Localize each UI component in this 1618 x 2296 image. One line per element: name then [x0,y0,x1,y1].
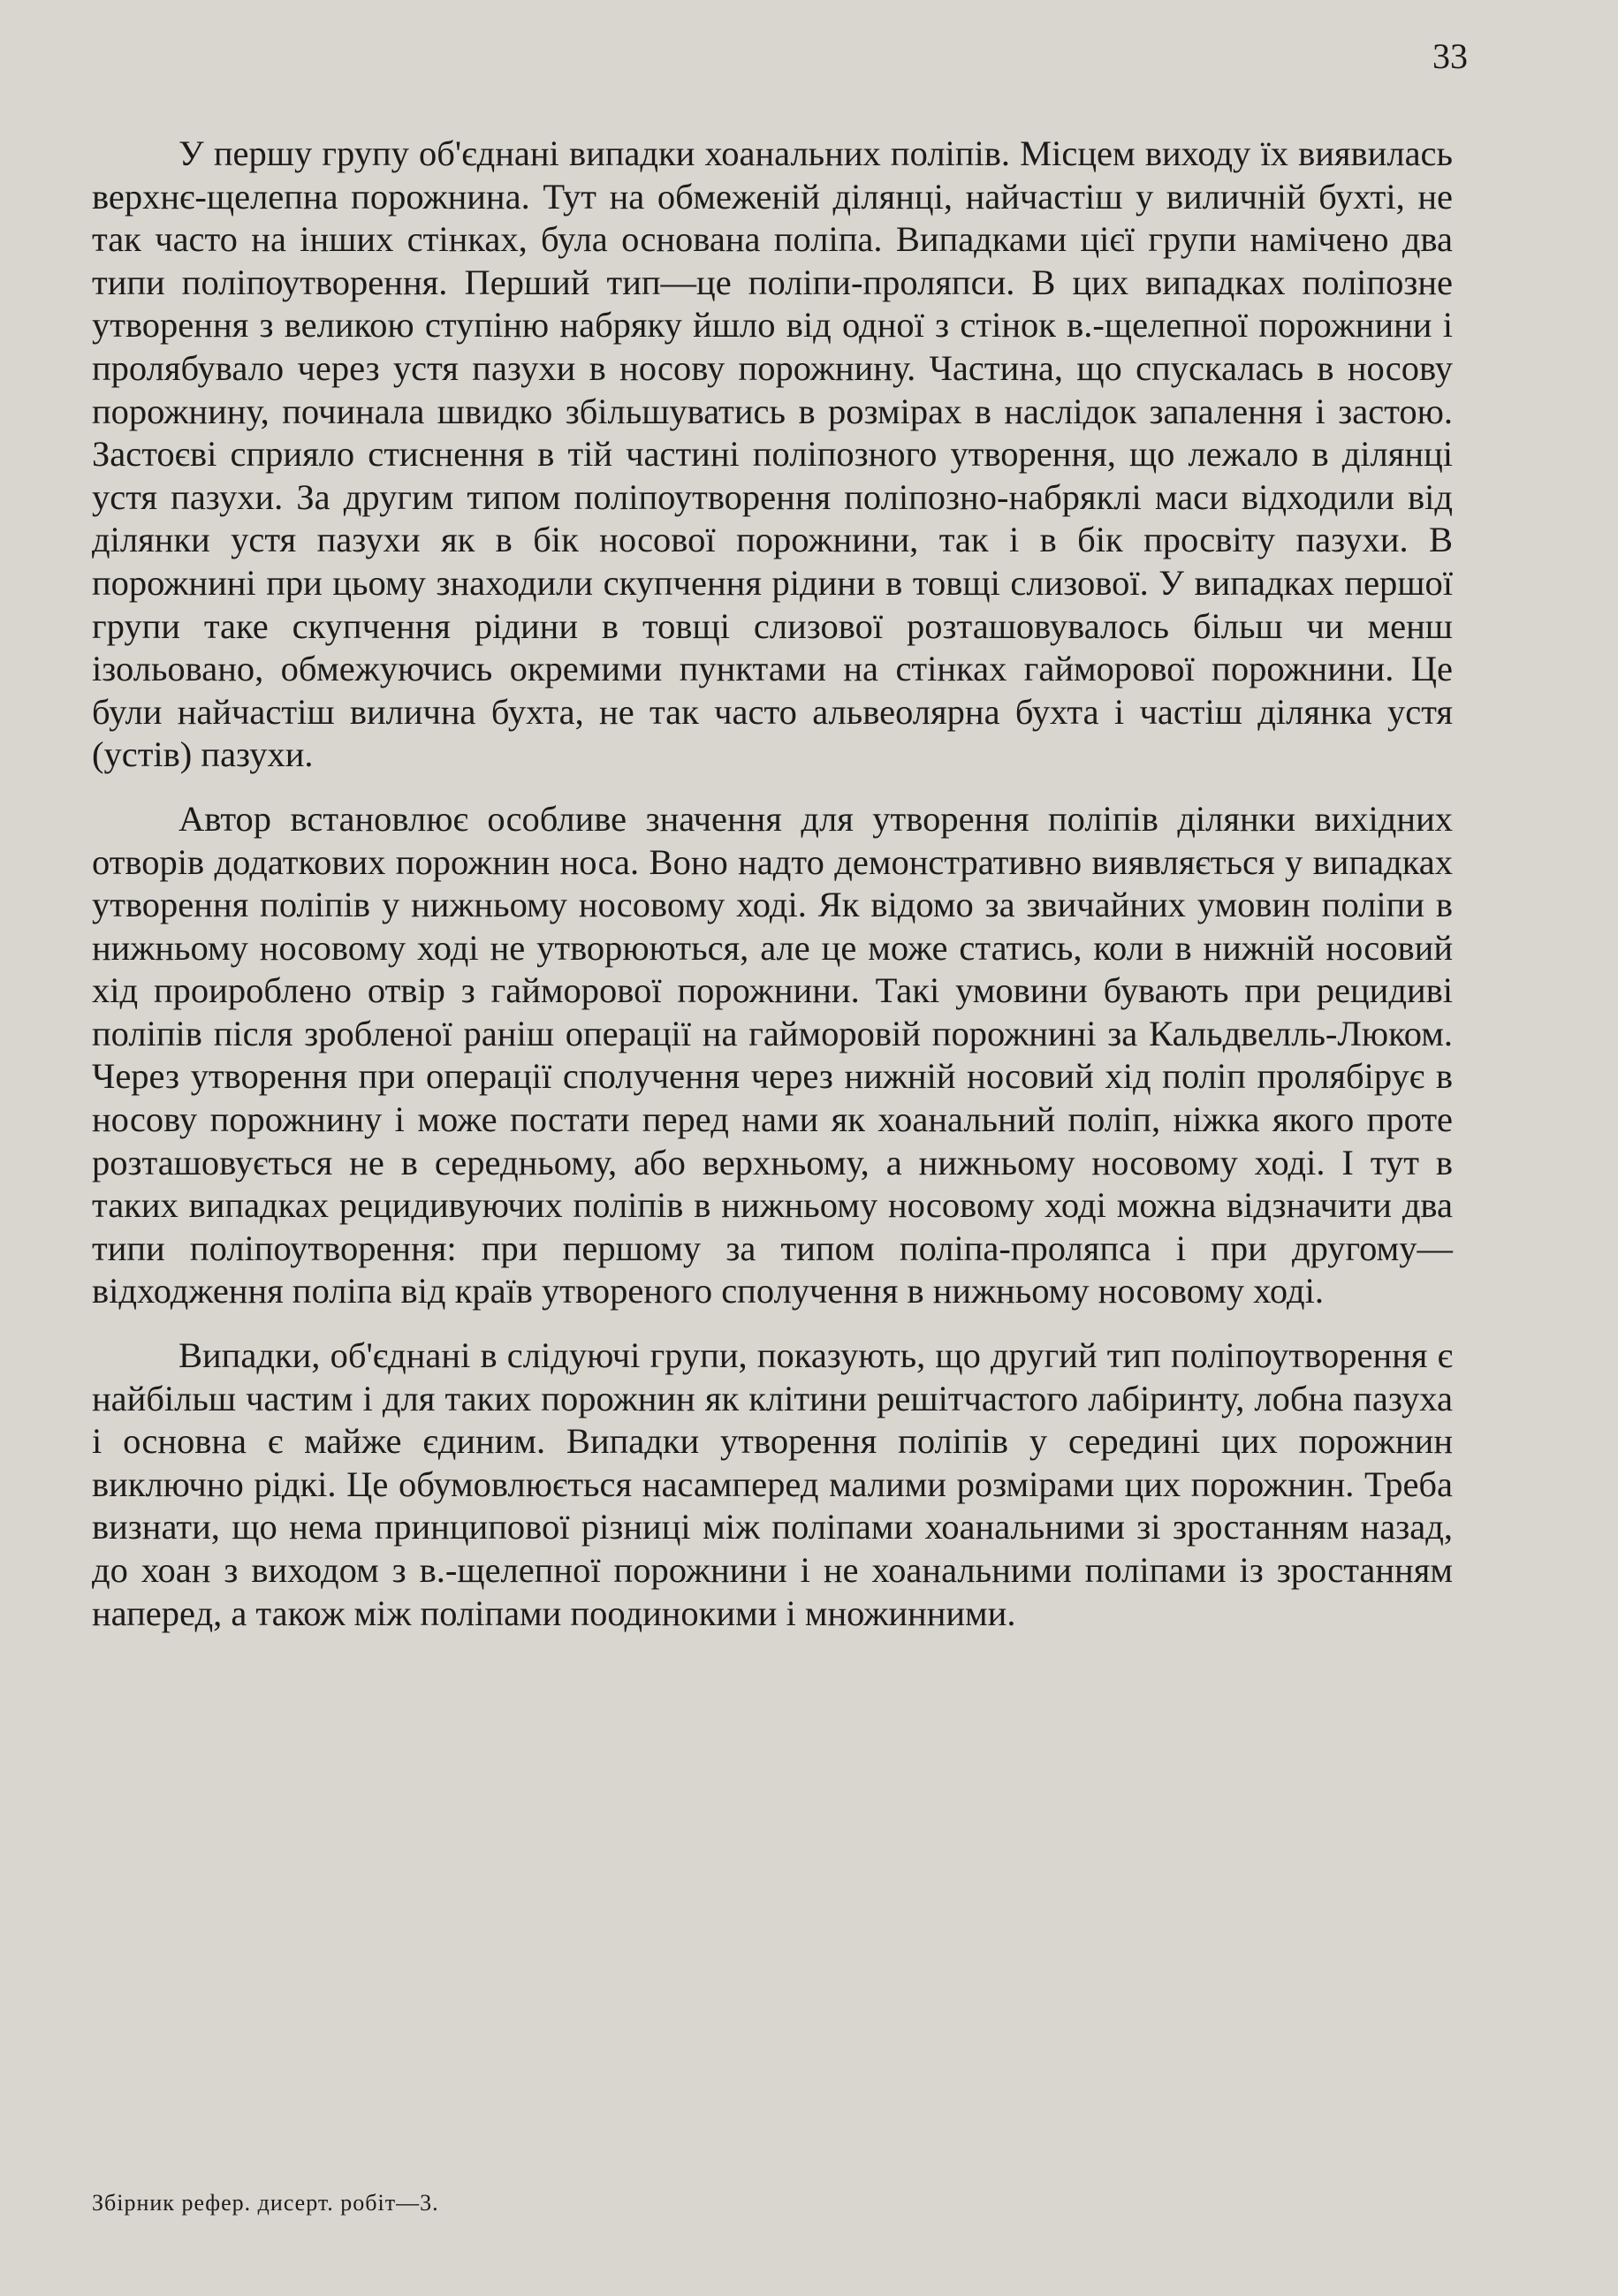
page-number: 33 [1432,36,1468,76]
page-footer: Збірник рефер. дисерт. робіт—3. [92,2190,439,2216]
body-text [92,133,1453,1635]
paragraph-1: У першу групу об'єднані випадки хоанальних поліпів. Місцем виходу їх виявилась верхнє-щелепна порожнина. Тут на обмеженій ділянці, найчастіш у виличній бухті, не так часто на інших стінках, була основана поліпа. Випадками цієї групи намічено два типи поліпоутворення. Перший тип—це поліпи-проляпси. В цих випадках поліпозне утворення з великою ступіню набряку йшло від одної з стінок в.-щелепної порожнини і пролябувало через устя пазухи в носову порожнину. Частина, що спускалась в носову порожнину, починала швидко збільшуватись в розмірах в наслідок запалення і застою. Застоєві сприяло стиснення в тій частині поліпозного утворення, що лежало в ділянці устя пазухи. За другим типом поліпоутворення поліпозно-набряклі маси відходили від ділянки устя пазухи як в бік носової порожнини, так і в бік просвіту пазухи. В порожнині при цьому знаходили скупчення рідини в товщі слизової. У випадках першої групи таке скупчення рідини в товщі слизової розташовувалось більш чи менш ізольовано, обмежуючись окремими пунктами на стінках гайморової порожнини. Це були найчастіш вилична бухта, не так часто альвеолярна бухта і частіш ділянка устя (устів) пазухи. [92,133,1453,775]
paragraph-3: Випадки, об'єднані в слідуючі групи, показують, що другий тип поліпоутворення є найбільш частим і для таких порожнин як клітини решітчастого лабіринту, лобна пазуха і основна є майже єдиним. Випадки утворення поліпів у середині цих порожнин виключно рідкі. Це обумовлюється насамперед малими розмірами цих порожнин. Треба визнати, що нема принципової різниці між поліпами хоанальними зі зростанням назад, до хоан з виходом з в.-щелепної порожнини і не хоанальними поліпами із зростанням наперед, а також між поліпами поодинокими і множинними. [92,1335,1453,1633]
paragraph-2: Автор встановлює особливе значення для утворення поліпів ділянки вихідних отворів додаткових порожнин носа. Воно надто демонстративно виявляється у випадках утворення поліпів у нижньому носовому ході. Як відомо за звичайних умовин поліпи в нижньому носовому ході не утворюються, але це може статись, коли в нижній носовий хід проироблено отвір з гайморової порожнини. Такі умовини бувають при рецидиві поліпів після зробленої раніш операції на гайморовій порожнині за Кальдвелль-Люком. Через утворення при операції сполучення через нижній носовий хід поліп пролябірує в носову порожнину і може постати перед нами як хоанальний поліп, ніжка якого проте розташовується не в середньому, або верхньому, а нижньому носовому ході. І тут в таких випадках рецидивуючих поліпів в нижньому носовому ході можна відзначити два типи поліпоутворення: при першому за типом поліпа-проляпса і при другому—відходження поліпа від країв утвореного сполучення в нижньому носовому ході. [92,798,1453,1311]
